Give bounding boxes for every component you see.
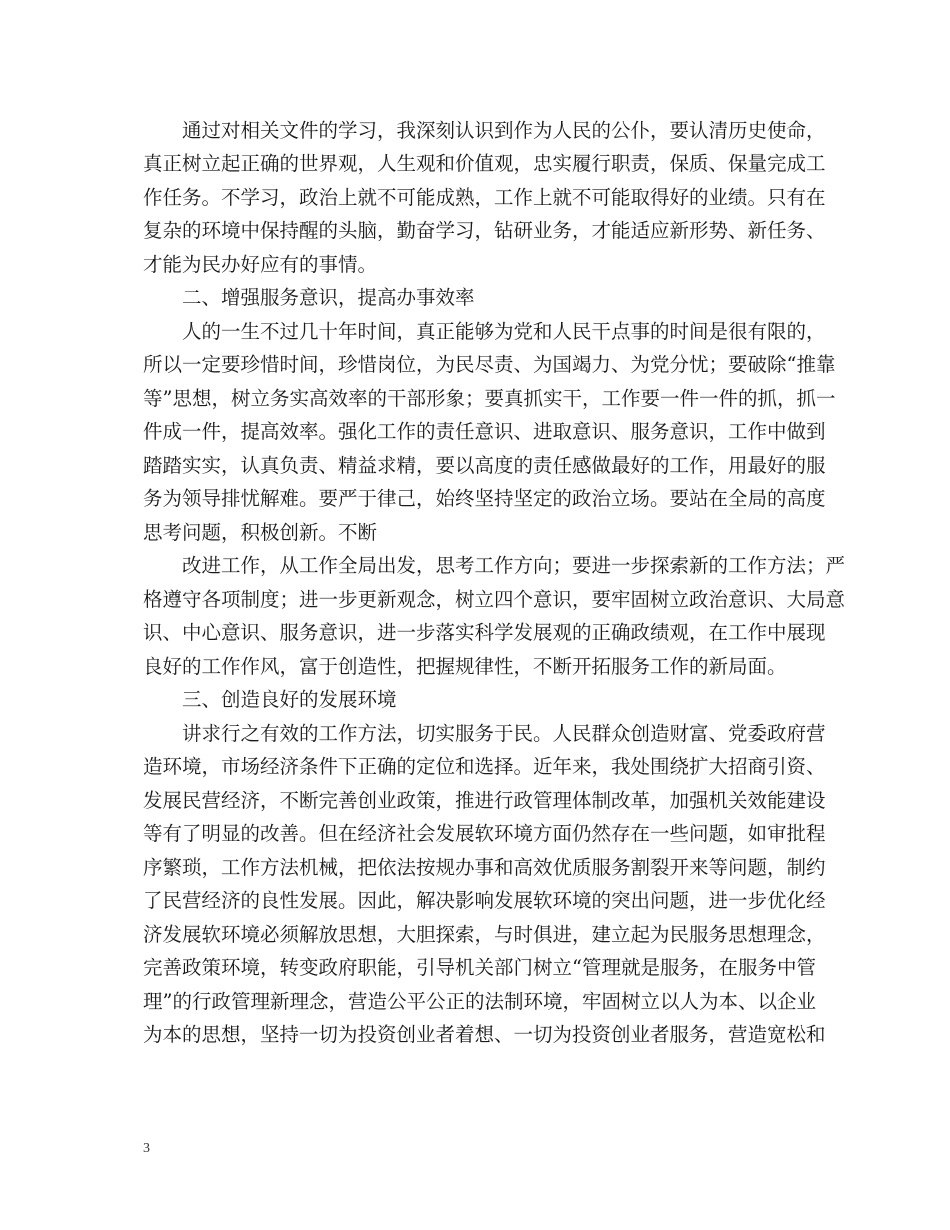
paragraph-line: 复杂的环境中保持醒的头脑，勤奋学习，钻研业务，才能适应新形势、新任务、 xyxy=(143,219,826,242)
paragraph-line: 理”的行政管理新理念，营造公平公正的法制环境，牢固树立以人为本、以企业 xyxy=(143,990,816,1013)
paragraph-line: 识、中心意识、服务意识，进一步落实科学发展观的正确政绩观，在工作中展现 xyxy=(143,621,826,644)
paragraph-line: 等有了明显的改善。但在经济社会发展软环境方面仍然存在一些问题，如审批程 xyxy=(143,822,826,845)
section-heading: 三、创造良好的发展环境 xyxy=(182,688,397,711)
paragraph-line: 为本的思想，坚持一切为投资创业者着想、一切为投资创业者服务，营造宽松和 xyxy=(143,1023,826,1046)
paragraph-line: 序繁琐，工作方法机械，把依法按规办事和高效优质服务割裂开来等问题，制约 xyxy=(143,856,826,879)
paragraph-line: 良好的工作作风，富于创造性，把握规律性，不断开拓服务工作的新局面。 xyxy=(143,655,787,678)
paragraph-line: 所以一定要珍惜时间，珍惜岗位，为民尽责、为国竭力、为党分忧；要破除“推靠 xyxy=(143,353,836,376)
paragraph-line: 件成一件，提高效率。强化工作的责任意识、进取意识、服务意识，工作中做到 xyxy=(143,420,826,443)
paragraph-line: 才能为民办好应有的事情。 xyxy=(143,253,378,276)
paragraph-line: 造环境，市场经济条件下正确的定位和选择。近年来，我处围绕扩大招商引资、 xyxy=(143,755,826,778)
page-number: 3 xyxy=(143,1141,150,1156)
paragraph-line: 人的一生不过几十年时间，真正能够为党和人民干点事的时间是很有限的， xyxy=(182,320,826,343)
paragraph-line: 讲求行之有效的工作方法，切实服务于民。人民群众创造财富、党委政府营 xyxy=(182,722,826,745)
paragraph-line: 发展民营经济，不断完善创业政策，推进行政管理体制改革，加强机关效能建设 xyxy=(143,789,826,812)
paragraph-line: 思考问题，积极创新。不断 xyxy=(143,521,378,544)
paragraph-line: 真正树立起正确的世界观，人生观和价值观，忠实履行职责，保质、保量完成工 xyxy=(143,152,826,175)
paragraph-line: 踏踏实实，认真负责、精益求精，要以高度的责任感做最好的工作，用最好的服 xyxy=(143,454,826,477)
paragraph-line: 格遵守各项制度；进一步更新观念，树立四个意识，要牢固树立政治意识、大局意 xyxy=(143,588,846,611)
paragraph-line: 了民营经济的良性发展。因此，解决影响发展软环境的突出问题，进一步优化经 xyxy=(143,889,826,912)
paragraph-line: 务为领导排忧解难。要严于律己，始终坚持坚定的政治立场。要站在全局的高度 xyxy=(143,487,826,510)
paragraph-line: 通过对相关文件的学习，我深刻认识到作为人民的公仆，要认清历史使命， xyxy=(182,119,826,142)
paragraph-line: 等”思想，树立务实高效率的干部形象；要真抓实干，工作要一件一件的抓，抓一 xyxy=(143,387,836,410)
paragraph-line: 改进工作，从工作全局出发，思考工作方向；要进一步探索新的工作方法；严 xyxy=(182,554,846,577)
paragraph-line: 作任务。不学习，政治上就不可能成熟，工作上就不可能取得好的业绩。只有在 xyxy=(143,186,826,209)
paragraph-line: 济发展软环境必须解放思想，大胆探索，与时俱进，建立起为民服务思想理念， xyxy=(143,923,826,946)
section-heading: 二、增强服务意识，提高办事效率 xyxy=(182,286,475,309)
paragraph-line: 完善政策环境，转变政府职能，引导机关部门树立“管理就是服务，在服务中管 xyxy=(143,956,816,979)
